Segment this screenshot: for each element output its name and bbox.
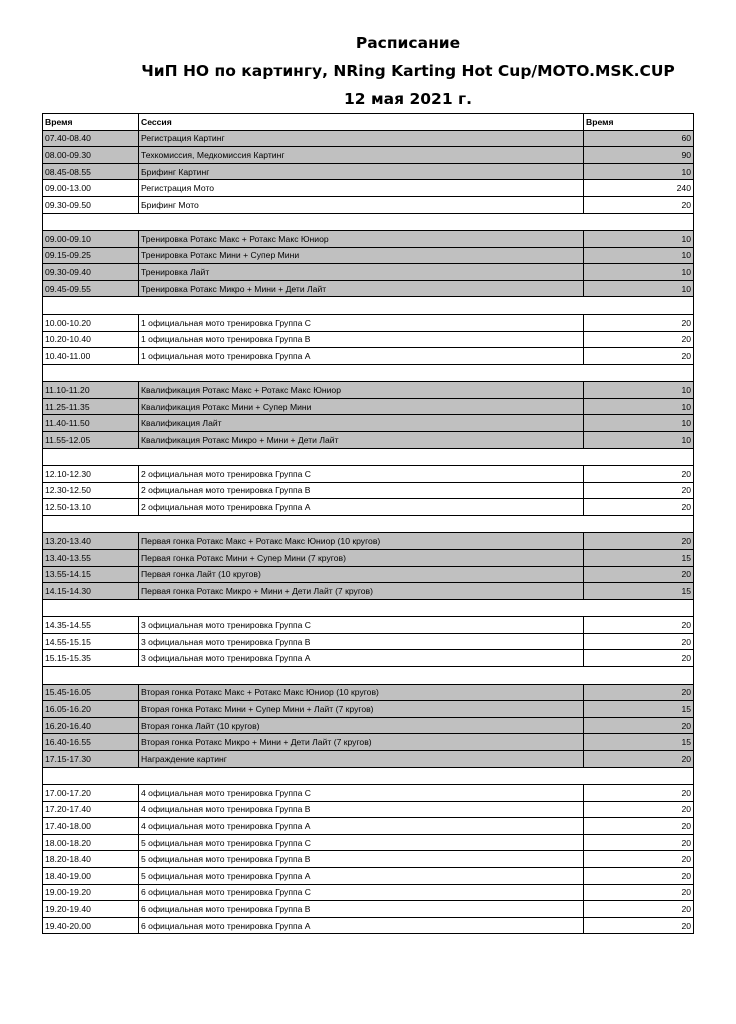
time-cell: 18.40-19.00: [43, 867, 139, 884]
separator-cell: [43, 213, 139, 231]
time-cell: 16.20-16.40: [43, 717, 139, 734]
session-cell: 6 официальная мото тренировка Группа А: [139, 917, 584, 934]
schedule-table: [42, 113, 694, 934]
duration-cell: 20: [584, 717, 694, 734]
duration-cell: 10: [584, 382, 694, 399]
session-cell: Тренировка Ротакс Макс + Ротакс Макс Юниор: [139, 231, 584, 248]
duration-cell: 20: [584, 633, 694, 650]
separator-cell: [139, 515, 584, 533]
time-cell: 18.00-18.20: [43, 834, 139, 851]
duration-cell: 20: [584, 684, 694, 701]
duration-cell: 20: [584, 851, 694, 868]
duration-cell: 15: [584, 583, 694, 600]
time-cell: 11.10-11.20: [43, 382, 139, 399]
duration-cell: 15: [584, 734, 694, 751]
duration-cell: 10: [584, 398, 694, 415]
session-cell: Вторая гонка Лайт (10 кругов): [139, 717, 584, 734]
table-row: [43, 130, 694, 147]
table-row: [43, 867, 694, 884]
table-row: [43, 717, 694, 734]
duration-cell: 15: [584, 701, 694, 718]
separator-cell: [43, 599, 139, 617]
time-cell: 12.30-12.50: [43, 482, 139, 499]
schedule-body: [43, 114, 694, 934]
table-row: [43, 818, 694, 835]
table-row: [43, 785, 694, 802]
header-session: Сессия: [139, 114, 584, 131]
duration-cell: 20: [584, 331, 694, 348]
duration-cell: 20: [584, 566, 694, 583]
time-cell: 15.15-15.35: [43, 650, 139, 667]
separator-cell: [584, 364, 694, 382]
duration-cell: 20: [584, 750, 694, 767]
session-cell: 1 официальная мото тренировка Группа С: [139, 314, 584, 331]
event-name: ЧиП НО по картингу, NRing Karting Hot Cup/MOTO.MSK.CUP: [141, 62, 675, 80]
table-row: [43, 432, 694, 449]
separator-cell: [139, 364, 584, 382]
duration-cell: 240: [584, 180, 694, 197]
time-cell: 13.20-13.40: [43, 533, 139, 550]
duration-cell: 20: [584, 533, 694, 550]
table-row: [43, 884, 694, 901]
time-cell: 17.00-17.20: [43, 785, 139, 802]
table-row: [43, 701, 694, 718]
time-cell: 08.00-09.30: [43, 147, 139, 164]
session-cell: Квалификация Лайт: [139, 415, 584, 432]
session-cell: Техкомиссия, Медкомиссия Картинг: [139, 147, 584, 164]
separator-cell: [43, 448, 139, 466]
time-cell: 09.45-09.55: [43, 280, 139, 297]
duration-cell: 10: [584, 247, 694, 264]
separator-cell: [43, 297, 139, 315]
duration-cell: 20: [584, 917, 694, 934]
separator-cell: [139, 667, 584, 685]
separator-cell: [139, 213, 584, 231]
table-row: [43, 684, 694, 701]
table-row: [43, 901, 694, 918]
session-cell: Первая гонка Лайт (10 кругов): [139, 566, 584, 583]
table-row: [43, 499, 694, 516]
separator-cell: [43, 515, 139, 533]
time-cell: 19.20-19.40: [43, 901, 139, 918]
table-row: [43, 801, 694, 818]
session-cell: Регистрация Мото: [139, 180, 584, 197]
table-row: [43, 264, 694, 281]
table-row: [43, 196, 694, 213]
session-cell: Квалификация Ротакс Микро + Мини + Дети Лайт: [139, 432, 584, 449]
session-cell: Тренировка Ротакс Микро + Мини + Дети Лайт: [139, 280, 584, 297]
table-row: [43, 163, 694, 180]
time-cell: 14.15-14.30: [43, 583, 139, 600]
table-row: [43, 466, 694, 483]
session-cell: 4 официальная мото тренировка Группа С: [139, 785, 584, 802]
table-row: [43, 314, 694, 331]
duration-cell: 20: [584, 650, 694, 667]
time-cell: 13.55-14.15: [43, 566, 139, 583]
block-separator: [43, 213, 694, 231]
table-row: [43, 734, 694, 751]
session-cell: 2 официальная мото тренировка Группа А: [139, 499, 584, 516]
time-cell: 09.00-09.10: [43, 231, 139, 248]
session-cell: Вторая гонка Ротакс Макс + Ротакс Макс Юниор (10 кругов): [139, 684, 584, 701]
document-title: Расписание: [355, 34, 461, 52]
block-separator: [43, 667, 694, 685]
block-separator: [43, 448, 694, 466]
table-row: [43, 633, 694, 650]
session-cell: 5 официальная мото тренировка Группа В: [139, 851, 584, 868]
duration-cell: 20: [584, 884, 694, 901]
block-separator: [43, 599, 694, 617]
time-cell: 12.10-12.30: [43, 466, 139, 483]
session-cell: Вторая гонка Ротакс Микро + Мини + Дети Лайт (7 кругов): [139, 734, 584, 751]
duration-cell: 20: [584, 466, 694, 483]
time-cell: 10.20-10.40: [43, 331, 139, 348]
duration-cell: 10: [584, 432, 694, 449]
table-row: [43, 280, 694, 297]
duration-cell: 10: [584, 280, 694, 297]
separator-cell: [584, 213, 694, 231]
separator-cell: [139, 297, 584, 315]
time-cell: 14.55-15.15: [43, 633, 139, 650]
event-date: 12 мая 2021 г.: [344, 90, 472, 108]
session-cell: 5 официальная мото тренировка Группа А: [139, 867, 584, 884]
session-cell: 2 официальная мото тренировка Группа С: [139, 466, 584, 483]
time-cell: 15.45-16.05: [43, 684, 139, 701]
session-cell: Тренировка Лайт: [139, 264, 584, 281]
time-cell: 09.30-09.40: [43, 264, 139, 281]
table-row: [43, 583, 694, 600]
block-separator: [43, 767, 694, 785]
table-row: [43, 180, 694, 197]
separator-cell: [584, 767, 694, 785]
duration-cell: 20: [584, 617, 694, 634]
time-cell: 18.20-18.40: [43, 851, 139, 868]
time-cell: 10.40-11.00: [43, 348, 139, 365]
time-cell: 11.25-11.35: [43, 398, 139, 415]
separator-cell: [43, 767, 139, 785]
duration-cell: 20: [584, 499, 694, 516]
table-row: [43, 382, 694, 399]
time-cell: 16.40-16.55: [43, 734, 139, 751]
table-row: [43, 750, 694, 767]
header-time: Время: [43, 114, 139, 131]
duration-cell: 20: [584, 834, 694, 851]
time-cell: 17.40-18.00: [43, 818, 139, 835]
separator-cell: [139, 599, 584, 617]
time-cell: 17.20-17.40: [43, 801, 139, 818]
session-cell: Награждение картинг: [139, 750, 584, 767]
time-cell: 17.15-17.30: [43, 750, 139, 767]
duration-cell: 20: [584, 196, 694, 213]
header-duration: Время: [584, 114, 694, 131]
table-row: [43, 398, 694, 415]
duration-cell: 10: [584, 163, 694, 180]
separator-cell: [139, 448, 584, 466]
table-row: [43, 917, 694, 934]
session-cell: Брифинг Мото: [139, 196, 584, 213]
separator-cell: [43, 364, 139, 382]
session-cell: Брифинг Картинг: [139, 163, 584, 180]
table-row: [43, 549, 694, 566]
duration-cell: 10: [584, 415, 694, 432]
table-row: [43, 415, 694, 432]
table-row: [43, 331, 694, 348]
time-cell: 11.40-11.50: [43, 415, 139, 432]
session-cell: 1 официальная мото тренировка Группа А: [139, 348, 584, 365]
duration-cell: 15: [584, 549, 694, 566]
session-cell: Вторая гонка Ротакс Мини + Супер Мини + Лайт (7 кругов): [139, 701, 584, 718]
table-row: [43, 617, 694, 634]
duration-cell: 60: [584, 130, 694, 147]
duration-cell: 20: [584, 482, 694, 499]
time-cell: 14.35-14.55: [43, 617, 139, 634]
session-cell: Первая гонка Ротакс Мини + Супер Мини (7 кругов): [139, 549, 584, 566]
session-cell: 6 официальная мото тренировка Группа С: [139, 884, 584, 901]
time-cell: 09.15-09.25: [43, 247, 139, 264]
session-cell: Тренировка Ротакс Мини + Супер Мини: [139, 247, 584, 264]
session-cell: 5 официальная мото тренировка Группа С: [139, 834, 584, 851]
time-cell: 19.40-20.00: [43, 917, 139, 934]
header-row: [43, 114, 694, 131]
time-cell: 11.55-12.05: [43, 432, 139, 449]
table-row: [43, 533, 694, 550]
time-cell: 12.50-13.10: [43, 499, 139, 516]
session-cell: 3 официальная мото тренировка Группа А: [139, 650, 584, 667]
session-cell: Регистрация Картинг: [139, 130, 584, 147]
duration-cell: 20: [584, 801, 694, 818]
session-cell: 4 официальная мото тренировка Группа В: [139, 801, 584, 818]
separator-cell: [584, 515, 694, 533]
duration-cell: 20: [584, 785, 694, 802]
session-cell: 2 официальная мото тренировка Группа В: [139, 482, 584, 499]
duration-cell: 20: [584, 348, 694, 365]
block-separator: [43, 364, 694, 382]
table-row: [43, 482, 694, 499]
session-cell: Первая гонка Ротакс Микро + Мини + Дети Лайт (7 кругов): [139, 583, 584, 600]
time-cell: 13.40-13.55: [43, 549, 139, 566]
time-cell: 09.30-09.50: [43, 196, 139, 213]
session-cell: 3 официальная мото тренировка Группа С: [139, 617, 584, 634]
session-cell: Квалификация Ротакс Макс + Ротакс Макс Юниор: [139, 382, 584, 399]
session-cell: 3 официальная мото тренировка Группа В: [139, 633, 584, 650]
separator-cell: [584, 667, 694, 685]
separator-cell: [584, 599, 694, 617]
session-cell: Первая гонка Ротакс Макс + Ротакс Макс Юниор (10 кругов): [139, 533, 584, 550]
time-cell: 09.00-13.00: [43, 180, 139, 197]
block-separator: [43, 515, 694, 533]
separator-cell: [43, 667, 139, 685]
session-cell: 6 официальная мото тренировка Группа В: [139, 901, 584, 918]
duration-cell: 20: [584, 818, 694, 835]
duration-cell: 90: [584, 147, 694, 164]
time-cell: 19.00-19.20: [43, 884, 139, 901]
duration-cell: 20: [584, 901, 694, 918]
table-row: [43, 147, 694, 164]
table-row: [43, 851, 694, 868]
table-row: [43, 834, 694, 851]
session-cell: Квалификация Ротакс Мини + Супер Мини: [139, 398, 584, 415]
duration-cell: 20: [584, 314, 694, 331]
time-cell: 16.05-16.20: [43, 701, 139, 718]
block-separator: [43, 297, 694, 315]
duration-cell: 10: [584, 231, 694, 248]
table-row: [43, 247, 694, 264]
time-cell: 07.40-08.40: [43, 130, 139, 147]
table-row: [43, 231, 694, 248]
duration-cell: 10: [584, 264, 694, 281]
separator-cell: [139, 767, 584, 785]
session-cell: 4 официальная мото тренировка Группа А: [139, 818, 584, 835]
duration-cell: 20: [584, 867, 694, 884]
separator-cell: [584, 297, 694, 315]
table-row: [43, 566, 694, 583]
table-row: [43, 650, 694, 667]
table-row: [43, 348, 694, 365]
time-cell: 08.45-08.55: [43, 163, 139, 180]
time-cell: 10.00-10.20: [43, 314, 139, 331]
session-cell: 1 официальная мото тренировка Группа В: [139, 331, 584, 348]
separator-cell: [584, 448, 694, 466]
